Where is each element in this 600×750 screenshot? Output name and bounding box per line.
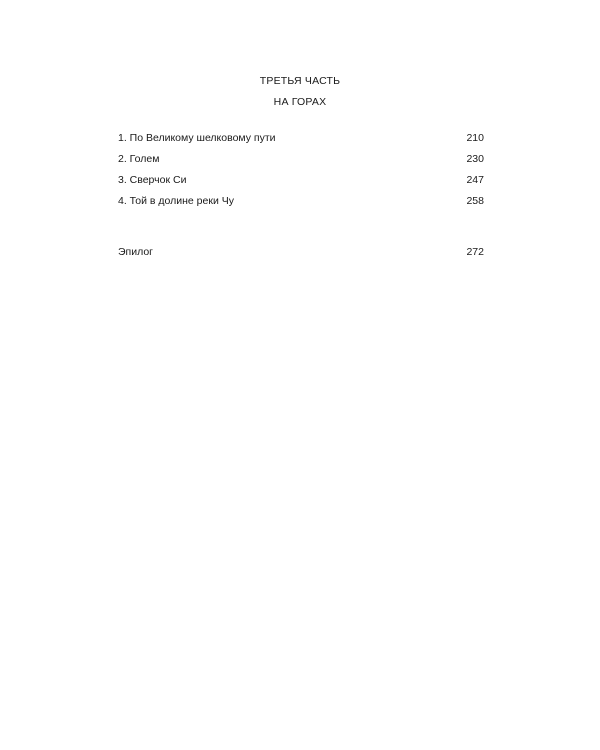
part-number-heading: ТРЕТЬЯ ЧАСТЬ (259, 75, 341, 87)
toc-entry-page: 210 (466, 132, 484, 144)
toc-entry-epilogue (118, 245, 484, 266)
table-of-contents (118, 131, 484, 215)
part-title-heading: НА ГОРАХ (273, 96, 327, 108)
toc-entry-label: 2. Голем (118, 153, 160, 165)
toc-entry-label: 1. По Великому шелковому пути (118, 132, 276, 144)
epilogue-page: 272 (466, 246, 484, 258)
toc-entry-page: 247 (466, 174, 484, 186)
toc-entry (118, 194, 484, 215)
toc-entry (118, 152, 484, 173)
toc-entry (118, 131, 484, 152)
toc-entry-page: 230 (466, 153, 484, 165)
epilogue-section (118, 245, 484, 266)
epilogue-label: Эпилог (118, 246, 154, 258)
toc-entry-page: 258 (466, 195, 484, 207)
toc-entry-label: 3. Сверчок Си (118, 174, 187, 186)
toc-entry-label: 4. Той в долине реки Чу (118, 195, 234, 207)
toc-entry (118, 173, 484, 194)
